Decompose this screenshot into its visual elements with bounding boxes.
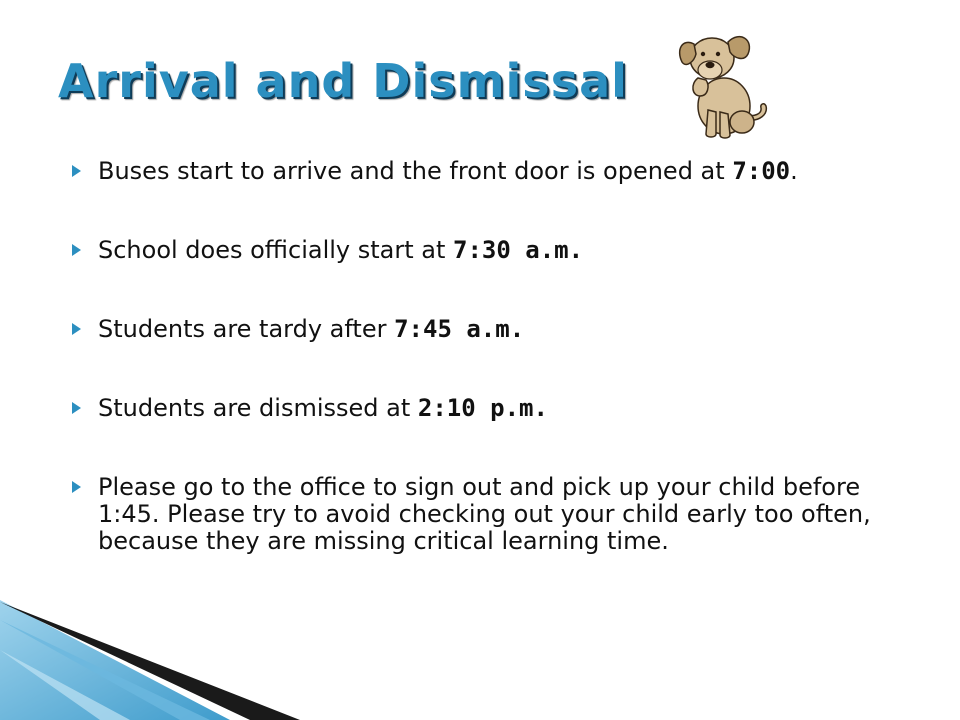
bullet-text: Students are dismissed at: [98, 394, 418, 422]
bullet-text: Please go to the office to sign out and pick up your child before 1:45. Please try to avoid checking out your child early too often, because they are missing critical learning time.: [98, 473, 871, 555]
corner-decoration: [0, 600, 380, 720]
bullet-text: Students are tardy after: [98, 315, 395, 343]
bullet-time: 2:10 p.m.: [417, 394, 548, 422]
bullet-item: [72, 474, 872, 555]
bullet-arrow-icon: [72, 165, 81, 177]
bullet-arrow-icon: [72, 323, 81, 335]
bullet-text: School does officially start at: [98, 236, 454, 264]
bullet-text: Buses start to arrive and the front door is opened at: [98, 157, 733, 185]
bullet-item: [72, 237, 872, 264]
bullet-time: 7:30 a.m.: [453, 236, 584, 264]
bullet-item: [72, 395, 872, 422]
bullet-list: [72, 158, 872, 607]
bullet-item: [72, 316, 872, 343]
bullet-time: 7:45 a.m.: [394, 315, 525, 343]
bullet-item: [72, 158, 872, 185]
dog-illustration-icon: [668, 22, 778, 142]
bullet-text-end: .: [790, 157, 798, 185]
bullet-arrow-icon: [72, 481, 81, 493]
bullet-arrow-icon: [72, 244, 81, 256]
bullet-time: 7:00: [732, 157, 791, 185]
slide-title: Arrival and Dismissal: [58, 54, 628, 108]
bullet-arrow-icon: [72, 402, 81, 414]
